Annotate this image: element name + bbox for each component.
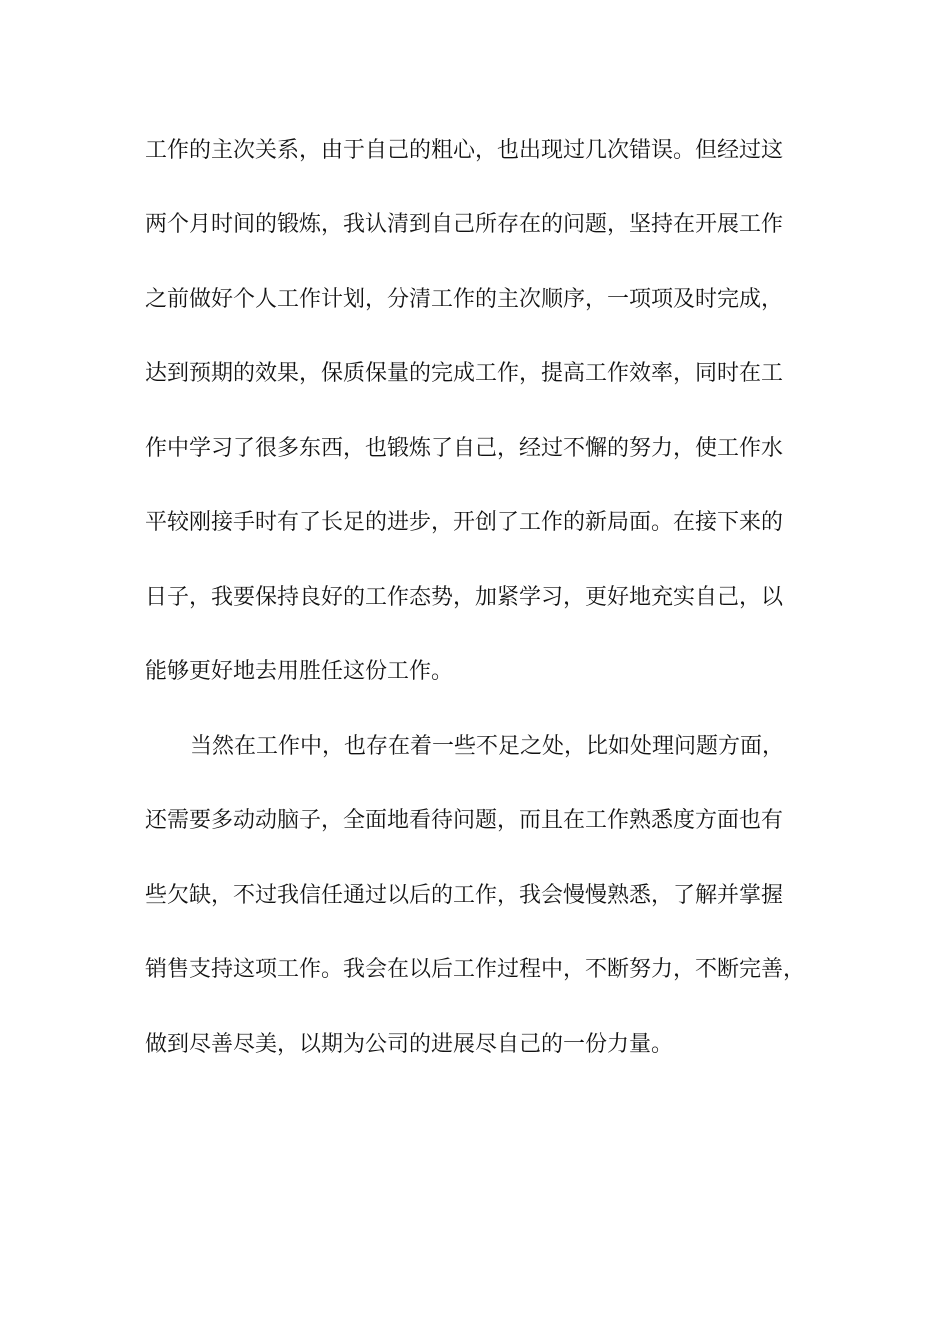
text-line: 能够更好地去用胜任这份工作。 [145,659,454,684]
text-line: 工作的主次关系，由于自己的粗心，也出现过几次错误。但经过这 [145,138,784,163]
text-line: 日子，我要保持良好的工作态势，加紧学习，更好地充实自己，以 [145,585,784,610]
text-line: 之前做好个人工作计划，分清工作的主次顺序，一项项及时完成， [145,287,784,312]
text-line: 些欠缺，不过我信任通过以后的工作，我会慢慢熟悉，了解并掌握 [145,883,784,908]
text-line: 平较刚接手时有了长足的进步，开创了工作的新局面。在接下来的 [145,510,784,535]
text-line: 还需要多动动脑子，全面地看待问题，而且在工作熟悉度方面也有 [145,808,784,833]
text-line: 做到尽善尽美，以期为公司的进展尽自己的一份力量。 [145,1032,674,1057]
text-line: 两个月时间的锻炼，我认清到自己所存在的问题，坚持在开展工作 [145,212,784,237]
text-line: 达到预期的效果，保质保量的完成工作，提高工作效率，同时在工 [145,361,784,386]
text-line: 当然在工作中，也存在着一些不足之处，比如处理问题方面， [190,734,785,759]
text-line: 销售支持这项工作。我会在以后工作过程中，不断努力，不断完善， [145,957,806,982]
text-line: 作中学习了很多东西，也锻炼了自己，经过不懈的努力，使工作水 [145,436,784,461]
